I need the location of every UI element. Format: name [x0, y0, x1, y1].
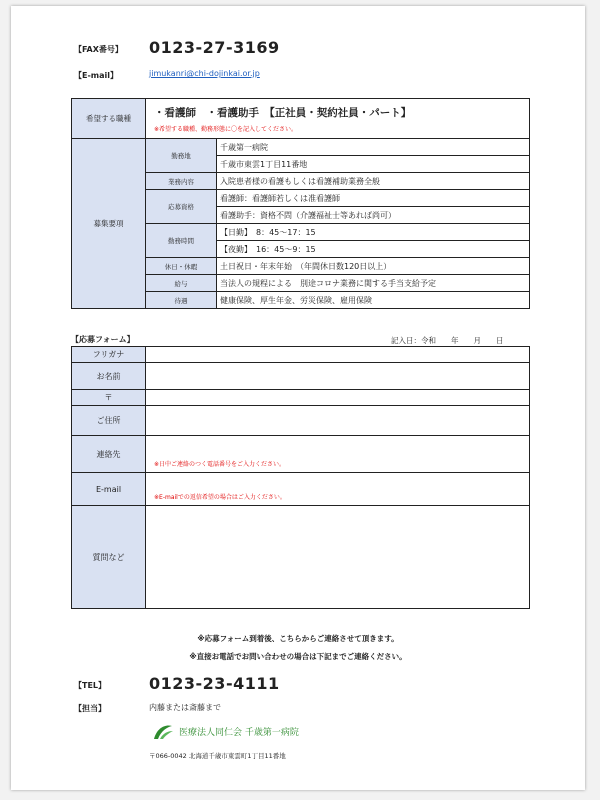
furigana-label: フリガナ [72, 347, 146, 363]
email-link[interactable]: jimukanri@chi-dojinkai.or.jp [149, 69, 260, 78]
hours-2: 【夜勤】 16：45～9：15 [217, 241, 530, 258]
location-1: 千歳第一病院 [217, 139, 530, 156]
postal-label: 〒 [72, 390, 146, 406]
email-label: 【E-mail】 [74, 71, 119, 80]
hours-1: 【日勤】 8：45～17：15 [217, 224, 530, 241]
email-input[interactable] [146, 473, 530, 506]
note-line-2: ※直接お電話でお問い合わせの場合は下記までご連絡ください。 [189, 652, 407, 661]
tel-number: 0123-23-4111 [149, 674, 280, 693]
contact-input[interactable] [146, 436, 530, 473]
salary-label: 給与 [146, 275, 217, 292]
questions-label: 質問など [72, 506, 146, 609]
location-2: 千歳市東雲1丁目11番地 [217, 156, 530, 173]
org-name: 医療法人同仁会 千歳第一病院 [179, 728, 299, 738]
qual-1: 看護師：看護師若しくは准看護師 [217, 190, 530, 207]
person-value: 内藤または斎藤まで [149, 703, 221, 712]
org-address: 〒066-0042 北海道千歳市東雲町1丁目11番地 [149, 752, 286, 760]
email-form-label: E-mail [72, 473, 146, 506]
contact-label: 連絡先 [72, 436, 146, 473]
qual-label: 応募資格 [146, 190, 217, 224]
wish-note: ※希望する職種、勤務形態に〇を記入してください。 [154, 125, 298, 133]
benefit-value: 健康保険、厚生年金、労災保険、雇用保険 [217, 292, 530, 309]
hospital-logo-icon [151, 722, 175, 742]
salary-value: 当法人の規程による 別途コロナ業務に関する手当支給予定 [217, 275, 530, 292]
hours-label: 勤務時間 [146, 224, 217, 258]
qual-2: 看護助手：資格不問（介護福祉士等あれば尚可） [217, 207, 530, 224]
benefit-label: 待遇 [146, 292, 217, 309]
fax-number: 0123-27-3169 [149, 38, 280, 57]
date-label: 記入日：令和 年 月 日 [391, 336, 504, 345]
duties-value: 入院患者様の看護もしくは看護補助業務全般 [217, 173, 530, 190]
document-page [11, 6, 585, 790]
address-input[interactable] [146, 406, 530, 436]
job-table [71, 98, 530, 309]
address-label: ご住所 [72, 406, 146, 436]
location-label: 勤務地 [146, 139, 217, 173]
wish-value: ・看護師 ・看護助手 【正社員・契約社員・パート】 [154, 106, 412, 119]
name-label: お名前 [72, 363, 146, 390]
application-form [71, 346, 530, 609]
email-note: ※E-mailでの返信希望の場合はご入力ください。 [154, 494, 286, 501]
person-label: 【担当】 [74, 704, 106, 713]
postal-input[interactable] [146, 390, 530, 406]
holiday-label: 休日・休暇 [146, 258, 217, 275]
wish-label: 希望する職種 [72, 99, 146, 139]
tel-label: 【TEL】 [74, 681, 107, 690]
note-line-1: ※応募フォーム到着後、こちらからご連絡させて頂きます。 [197, 634, 399, 643]
section-label: 募集要項 [72, 139, 146, 309]
contact-note: ※日中ご連絡のつく電話番号をご入力ください。 [154, 461, 286, 468]
fax-label: 【FAX番号】 [74, 45, 123, 54]
holiday-value: 土日祝日・年末年始 （年間休日数120日以上） [217, 258, 530, 275]
furigana-input[interactable] [146, 347, 530, 363]
questions-input[interactable] [146, 506, 530, 609]
name-input[interactable] [146, 363, 530, 390]
duties-label: 業務内容 [146, 173, 217, 190]
form-title: 【応募フォーム】 [71, 335, 135, 344]
